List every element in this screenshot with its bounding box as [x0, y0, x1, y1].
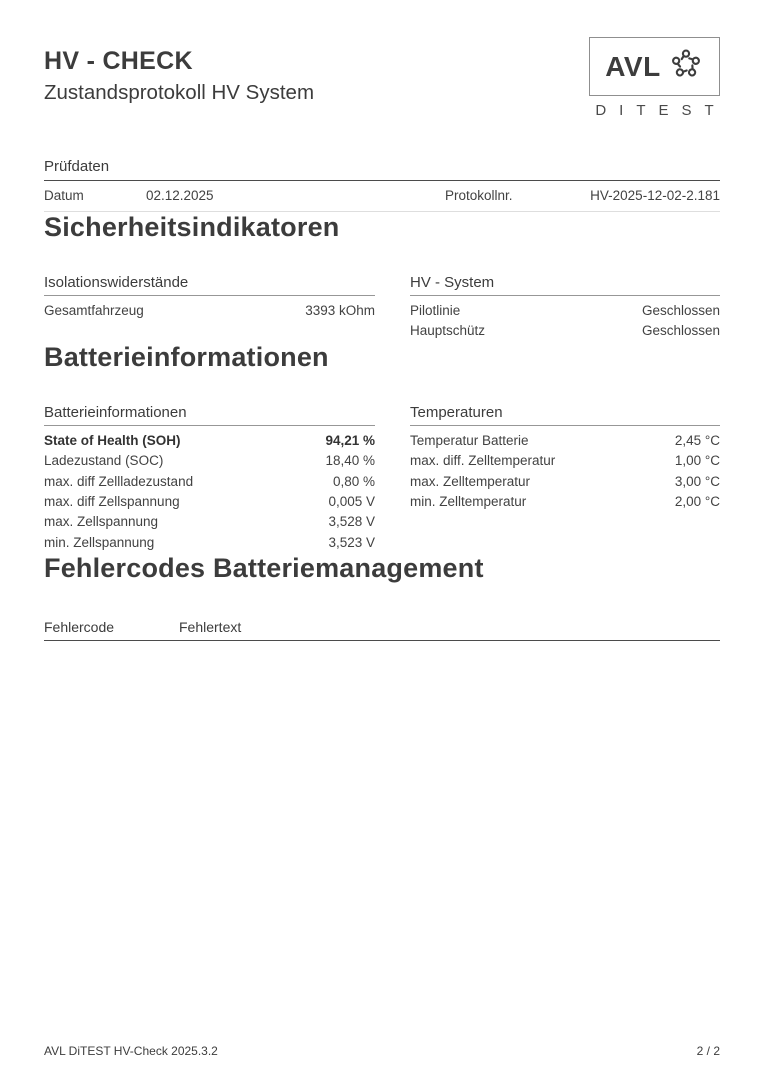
footer-page-number: 2 / 2 [696, 1044, 720, 1058]
datum-label: Datum [44, 188, 84, 203]
table-row [410, 492, 720, 512]
row-label: Temperatur Batterie [410, 432, 529, 448]
page-footer [44, 1044, 720, 1058]
batterie-columns [44, 404, 720, 553]
temperaturen-title: Temperaturen [410, 403, 503, 421]
batterie-info-rows [44, 426, 375, 553]
section-title-sicherheitsindikatoren: Sicherheitsindikatoren [44, 212, 340, 242]
document-header [44, 0, 727, 119]
row-value: 1,00 °C [674, 453, 720, 469]
row-value: 2,00 °C [674, 494, 720, 510]
row-label: max. Zellspannung [44, 514, 159, 530]
temperaturen-rows [410, 426, 720, 513]
pruefdaten-section [44, 158, 720, 212]
isolation-rows [44, 296, 375, 321]
column-header-fehlercode: Fehlercode [44, 619, 115, 636]
table-row [44, 533, 375, 553]
ditest-logo-text: DITEST [595, 102, 727, 119]
row-value: 94,21 % [325, 432, 375, 448]
row-value: 18,40 % [325, 453, 375, 469]
avl-logo-text: AVL [605, 50, 661, 82]
row-value: 3,00 °C [674, 473, 720, 489]
table-row [410, 472, 720, 492]
batterie-info-block [44, 404, 375, 553]
divider [44, 640, 720, 641]
table-row [410, 301, 720, 321]
table-row [44, 301, 375, 321]
table-row [44, 431, 375, 451]
hv-system-title: HV - System [410, 274, 495, 291]
table-row [44, 512, 375, 532]
table-row [410, 451, 720, 471]
row-label: min. Zelltemperatur [410, 494, 527, 510]
page-subtitle: Zustandsprotokoll HV System [44, 81, 315, 104]
section-title-batterieinformationen: Batterieinformationen [44, 341, 329, 372]
row-label: min. Zellspannung [44, 534, 155, 550]
fehlercodes-table-header [44, 619, 720, 635]
protokollnr-label: Protokollnr. [445, 188, 513, 203]
row-label: State of Health (SOH) [44, 432, 181, 448]
row-label: Pilotlinie [410, 303, 461, 318]
row-value: Geschlossen [641, 303, 720, 318]
protokollnr-value: HV-2025-12-02-2.181 [590, 188, 720, 203]
hv-system-rows [410, 296, 720, 342]
row-value: 2,45 °C [674, 432, 720, 448]
footer-app-version: AVL DiTEST HV-Check 2025.3.2 [44, 1044, 218, 1058]
isolation-block [44, 274, 375, 321]
table-row [410, 431, 720, 451]
table-row [410, 321, 720, 341]
row-label: max. diff. Zelltemperatur [410, 453, 556, 469]
row-value: 3393 kOhm [305, 303, 375, 318]
row-value: Geschlossen [641, 323, 720, 339]
row-label: Hauptschütz [410, 323, 486, 339]
datum-value: 02.12.2025 [146, 188, 214, 203]
title-block [44, 37, 314, 119]
row-value: 0,005 V [328, 494, 375, 510]
row-label: Gesamtfahrzeug [44, 303, 144, 318]
section-title-fehlercodes: Fehlercodes Batteriemanagement [44, 553, 484, 584]
table-row [44, 492, 375, 512]
column-header-fehlertext: Fehlertext [179, 619, 242, 636]
temperaturen-block [410, 404, 720, 513]
avl-pinwheel-icon [668, 46, 704, 87]
table-row [44, 451, 375, 471]
row-value: 0,80 % [332, 473, 375, 489]
hv-system-block [410, 274, 720, 342]
sicherheit-columns [44, 274, 720, 342]
row-value: 3,528 V [328, 514, 375, 530]
row-label: Ladezustand (SOC) [44, 453, 164, 469]
row-value: 3,523 V [328, 534, 375, 550]
page-title: HV - CHECK [44, 47, 193, 75]
row-label: max. Zelltemperatur [410, 473, 531, 489]
pruefdaten-label: Prüfdaten [44, 158, 110, 175]
row-label: max. diff Zellladezustand [44, 473, 194, 489]
avl-logo-box [589, 37, 720, 96]
table-row [44, 472, 375, 492]
row-label: max. diff Zellspannung [44, 494, 180, 510]
avl-ditest-logo [589, 37, 727, 119]
isolation-title: Isolationswiderstände [44, 274, 189, 291]
pruefdaten-row [44, 181, 720, 211]
batterie-info-title: Batterieinformationen [44, 403, 187, 421]
